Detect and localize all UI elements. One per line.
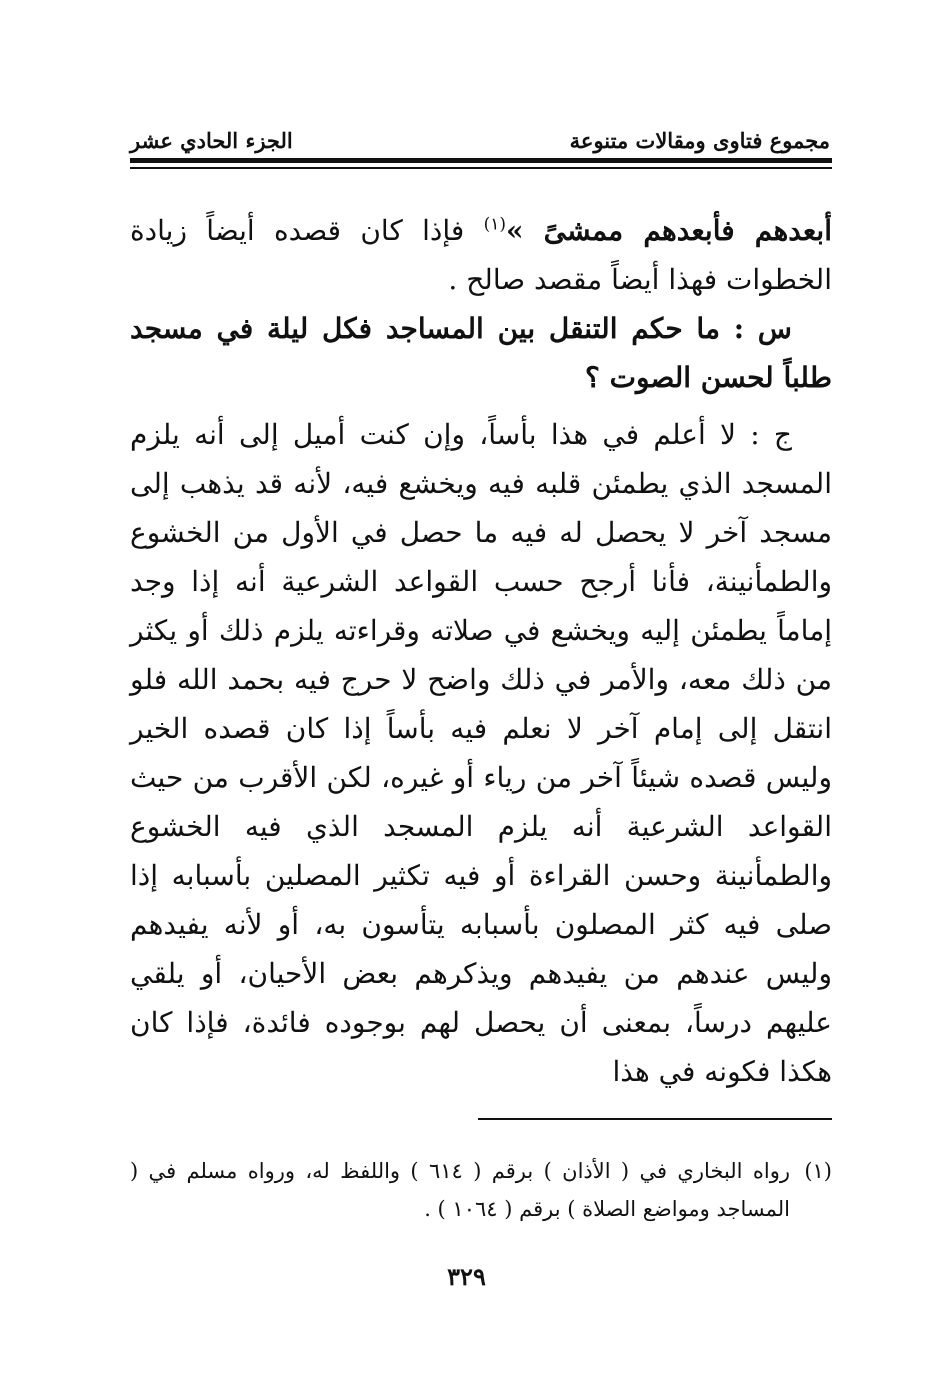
answer-paragraph: ج : لا أعلم في هذا بأساً، وإن كنت أميل إلى أنه يلزم المسجد الذي يطمئن قلبه فيه ويخشع فيه، لأنه قد يذهب إلى مسجد آخر لا يحصل له فيه ما حصل في الأول من الخشوع والطمأنينة، فأنا أرجح حسب القواعد الشرعية أنه إذا وجد إماماً يطمئن إليه ويخشع في صلاته وقراءته يلزم ذلك أو يكثر من ذلك معه، والأمر في ذلك واضح لا حرج فيه بحمد الله فلو انتقل إلى إمام آخر لا نعلم فيه بأساً إذا كان قصده الخير وليس قصده شيئاً آخر من رياء أو غيره، لكن الأقرب من حيث القواعد الشرعية أنه يلزم المسجد الذي فيه الخشوع والطمأنينة وحسن القراءة أو فيه تكثير المصلين بأسبابه إذا صلى فيه كثر المصلون بأسبابه يتأسون به، أو لأنه يفيدهم وليس عندهم من يفيدهم ويذكرهم بعض الأحيان، أو يلقي عليهم درساً، بمعنى أن يحصل لهم بوجوده فائدة، فإذا كان هكذا فكونه في هذا <box>130 418 832 1088</box>
footnote-reference[interactable]: (١) <box>483 214 506 235</box>
footnotes <box>130 1152 832 1228</box>
footnote-text: رواه البخاري في ( الأذان ) برقم ( ٦١٤ ) واللفظ له، ورواه مسلم في ( المساجد ومواضع الصلاة ) برقم ( ١٠٦٤ ) . <box>130 1159 790 1221</box>
footnote-item <box>130 1152 832 1228</box>
book-title: مجموع فتاوى ومقالات متنوعة <box>569 128 830 153</box>
main-text <box>130 206 832 1096</box>
header-rule-thick <box>130 158 832 163</box>
opening-paragraph <box>130 206 832 304</box>
page-number: ٣٢٩ <box>447 1262 486 1291</box>
footnote-number: (١) <box>804 1159 832 1183</box>
header-rule-thin <box>130 167 832 169</box>
footnote-separator <box>478 1118 832 1120</box>
volume-title: الجزء الحادي عشر <box>130 128 293 153</box>
hadith-quote: أبعدهم فأبعدهم ممشىً » <box>506 214 832 247</box>
running-header <box>130 128 830 158</box>
question-paragraph: س : ما حكم التنقل بين المساجد فكل ليلة في مسجد طلباً لحسن الصوت ؟ <box>130 312 832 394</box>
opening-rest: فإذا كان قصده أيضاً زيادة الخطوات فهذا أيضاً مقصد صالح . <box>130 214 832 296</box>
